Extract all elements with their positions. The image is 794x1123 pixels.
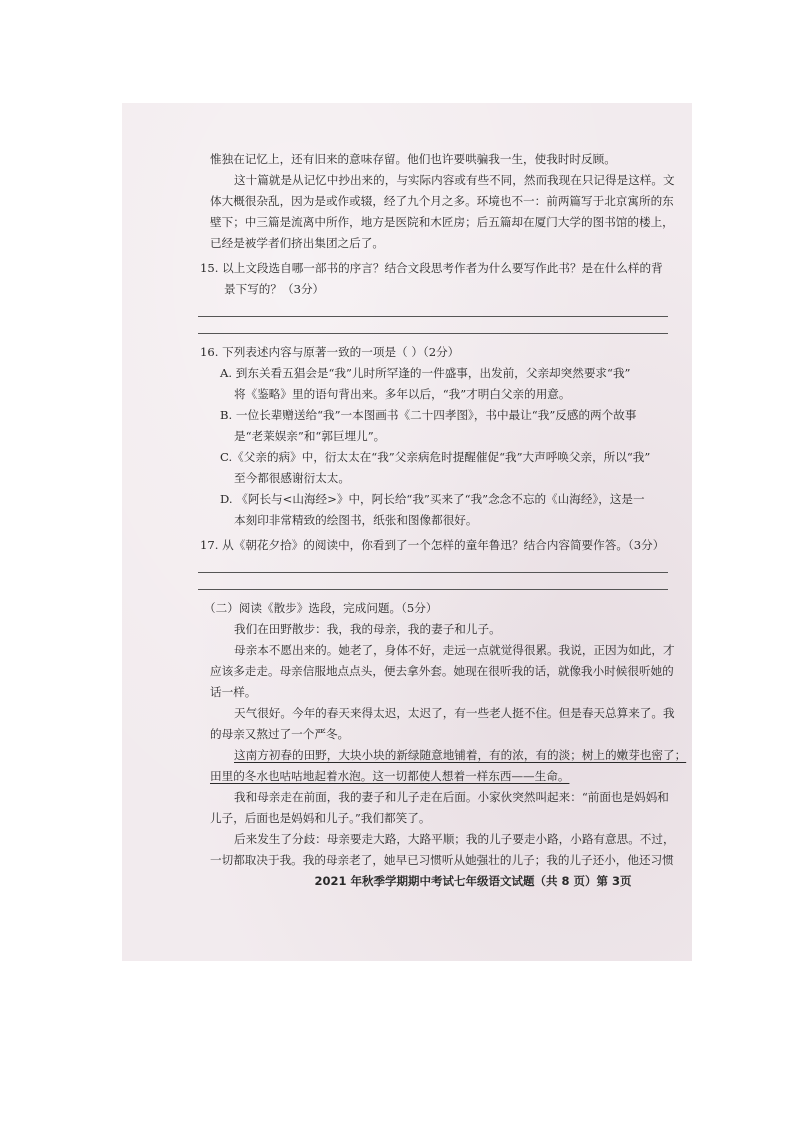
passage-line: 天气很好。今年的春天来得太迟，太迟了，有一些老人挺不住。但是春天总算来了。我 (234, 706, 675, 720)
question-text: 从《朝花夕拾》的阅读中，你看到了一个怎样的童年鲁迅？结合内容简要作答。（3分） (222, 538, 665, 552)
answer-line (198, 300, 668, 317)
passage-line: 我们在田野散步：我，我的母亲，我的妻子和儿子。 (234, 622, 501, 636)
option-label: A. (220, 366, 233, 380)
question-number: 15. (200, 261, 219, 275)
option-text: 将《鉴略》里的语句背出来。多年以后，“我”才明白父亲的用意。 (234, 387, 571, 401)
passage-line: 的母亲又熬过了一个严冬。 (210, 727, 350, 741)
option-text: 一位长辈赠送给“我”一本图画书《二十四孝图》，书中最让“我”反感的两个故事 (235, 408, 637, 422)
scanned-page (122, 103, 692, 961)
question-text: 景下写的？（3分） (224, 282, 325, 296)
option-label: D. (220, 492, 233, 506)
passage-line: 后来发生了分歧：母亲要走大路，大路平顺；我的儿子要走小路，小路有意思。不过， (234, 832, 675, 846)
reading-passage (210, 619, 730, 871)
intro-line: 体大概很杂乱，因为是或作或辍，经了九个月之多。环境也不一：前两篇写于北京寓所的东 (210, 194, 674, 208)
option-text: 至今都很感谢衍太太。 (234, 471, 350, 485)
section-title: （二）阅读《散步》选段，完成问题。（5分） (204, 601, 438, 615)
question-number: 16. (200, 345, 219, 359)
page-content (200, 149, 730, 889)
intro-passage (210, 149, 730, 254)
option-c (210, 447, 730, 489)
underlined-passage-line: 田里的冬水也咕咕地起着水泡。这一切都使人想着一样东西——生命。 (210, 769, 570, 783)
question-17 (200, 535, 730, 590)
passage-line: 应该多走走。母亲信服地点点头，便去拿外套。她现在很听我的话，就像我小时候很听她的 (210, 664, 674, 678)
question-15 (200, 258, 730, 334)
answer-line (198, 573, 668, 590)
passage-line: 儿子，后面也是妈妈和儿子。”我们都笑了。 (210, 811, 431, 825)
intro-line: 惟独在记忆上，还有旧来的意味存留。他们也许要哄骗我一生，使我时时反顾。 (210, 152, 616, 166)
option-text: 《父亲的病》中，衍太太在“我”父亲病危时提醒催促“我”大声呼唤父亲，所以“我” (232, 450, 651, 464)
option-d (210, 489, 730, 531)
passage-line: 母亲本不愿出来的。她老了，身体不好，走远一点就觉得很累。我说，正因为如此，才 (234, 643, 675, 657)
page-footer: 2021 年秋季学期期中考试七年级语文试题（共 8 页）第 3页 (314, 874, 632, 888)
intro-line: 壁下；中三篇是流离中所作，地方是医院和木匠房；后五篇却在厦门大学的图书馆的楼上， (210, 215, 674, 229)
answer-line (198, 556, 668, 573)
passage-line: 我和母亲走在前面，我的妻子和儿子走在后面。小家伙突然叫起来：“前面也是妈妈和 (234, 790, 669, 804)
question-16 (200, 342, 730, 531)
question-text: 下列表述内容与原著一致的一项是（ ）（2分） (222, 345, 460, 359)
option-b (210, 405, 730, 447)
option-label: C. (220, 450, 233, 464)
intro-line: 这十篇就是从记忆中抄出来的，与实际内容或有些不同，然而我现在只记得是这样。文 (234, 173, 675, 187)
option-text: 《阿长与<山海经>》中，阿长给“我”买来了“我”念念不忘的《山海经》，这是一 (236, 492, 645, 506)
option-text: 到东关看五猖会是“我”儿时所罕逢的一件盛事，出发前，父亲却突然要求“我” (235, 366, 631, 380)
question-number: 17. (200, 538, 219, 552)
option-text: 本刻印非常精致的绘图书，纸张和图像都很好。 (234, 513, 478, 527)
question-text: 以上文段选自哪一部书的序言？结合文段思考作者为什么要写作此书？是在什么样的背 (222, 261, 663, 275)
underlined-passage-line: 这南方初春的田野，大块小块的新绿随意地铺着，有的浓，有的淡；树上的嫩芽也密了； (234, 748, 687, 762)
answer-line (198, 317, 668, 334)
passage-line: 一切都取决于我。我的母亲老了，她早已习惯听从她强壮的儿子；我的儿子还小，他还习惯 (210, 853, 674, 867)
option-label: B. (220, 408, 233, 422)
option-text: 是“老莱娱亲”和“郭巨埋儿”。 (234, 429, 386, 443)
passage-line: 话一样。 (210, 685, 257, 699)
option-a (210, 363, 730, 405)
intro-line: 已经是被学者们挤出集团之后了。 (210, 236, 384, 250)
